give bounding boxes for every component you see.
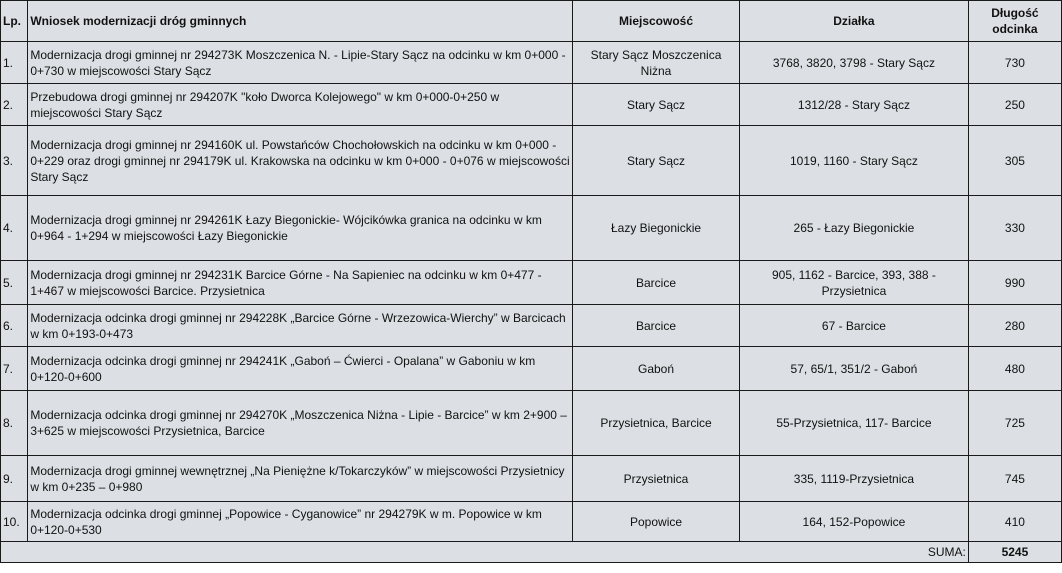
row-description: Modernizacja drogi gminnej wewnętrznej „Na Pieniężne k/Tokarczyków” w miejscowości Przysietnicy w km 0+235 – 0+980 <box>28 456 573 502</box>
row-lp: 8. <box>1 391 28 456</box>
row-lp: 3. <box>1 126 28 196</box>
row-location: Barcice <box>573 261 740 305</box>
row-location: Przysietnica, Barcice <box>573 391 740 456</box>
row-description: Modernizacja drogi gminnej nr 294231K Barcice Górne - Na Sapieniec na odcinku w km 0+477 - 1+467 w miejscowości Barcice. Przysietnica <box>28 261 573 305</box>
row-plot: 55-Przysietnica, 117- Barcice <box>740 391 969 456</box>
table-row <box>1 502 1062 542</box>
row-location: Barcice <box>573 305 740 347</box>
row-length: 725 <box>968 391 1061 456</box>
table-row <box>1 42 1062 84</box>
row-length: 480 <box>968 347 1061 391</box>
row-lp: 2. <box>1 84 28 126</box>
row-location: Stary Sącz Moszczenica Niżna <box>573 42 740 84</box>
row-plot: 265 - Łazy Biegonickie <box>740 196 969 261</box>
row-location: Gaboń <box>573 347 740 391</box>
row-location: Stary Sącz <box>573 126 740 196</box>
row-length: 250 <box>968 84 1061 126</box>
row-location: Popowice <box>573 502 740 542</box>
row-lp: 9. <box>1 456 28 502</box>
header-length: Długość odcinka <box>968 1 1061 42</box>
header-description: Wniosek modernizacji dróg gminnych <box>28 1 573 42</box>
header-row <box>1 1 1062 42</box>
row-location: Stary Sącz <box>573 84 740 126</box>
row-location: Przysietnica <box>573 456 740 502</box>
row-lp: 5. <box>1 261 28 305</box>
sum-value: 5245 <box>968 542 1061 563</box>
table-row <box>1 305 1062 347</box>
row-lp: 1. <box>1 42 28 84</box>
row-description: Modernizacja drogi gminnej nr 294160K ul. Powstańców Chochołowskich na odcinku w km 0+000 - 0+229 oraz drogi gminnej nr 294179K ul. Krakowska na odcinku w km 0+000 - 0+076 w miejscowości Stary Sącz <box>28 126 573 196</box>
row-description: Modernizacja odcinka drogi gminnej nr 294241K „Gaboń – Ćwierci - Opalana” w Gaboniu w km 0+120-0+600 <box>28 347 573 391</box>
row-description: Modernizacja drogi gminnej nr 294261K Łazy Biegonickie- Wójcikówka granica na odcinku w km 0+964 - 1+294 w miejscowości Łazy Biegonickie <box>28 196 573 261</box>
row-lp: 4. <box>1 196 28 261</box>
row-description: Modernizacja odcinka drogi gminnej nr 294228K „Barcice Górne - Wrzezowica-Wierchy” w Barcicach w km 0+193-0+473 <box>28 305 573 347</box>
row-location: Łazy Biegonickie <box>573 196 740 261</box>
header-location: Miejscowość <box>573 1 740 42</box>
row-description: Przebudowa drogi gminnej nr 294207K "koło Dworca Kolejowego" w km 0+000-0+250 w miejscowości Stary Sącz <box>28 84 573 126</box>
row-length: 990 <box>968 261 1061 305</box>
row-length: 745 <box>968 456 1061 502</box>
row-plot: 335, 1119-Przysietnica <box>740 456 969 502</box>
row-plot: 67 - Barcice <box>740 305 969 347</box>
row-plot: 57, 65/1, 351/2 - Gaboń <box>740 347 969 391</box>
row-description: Modernizacja odcinka drogi gminnej nr 294270K „Moszczenica Niżna - Lipie - Barcice” w km 2+900 – 3+625 w miejscowości Przysietnica, Barcice <box>28 391 573 456</box>
table-row <box>1 84 1062 126</box>
row-plot: 1019, 1160 - Stary Sącz <box>740 126 969 196</box>
row-length: 730 <box>968 42 1061 84</box>
row-plot: 905, 1162 - Barcice, 393, 388 - Przysietnica <box>740 261 969 305</box>
table-row <box>1 456 1062 502</box>
row-length: 280 <box>968 305 1061 347</box>
row-description: Modernizacja odcinka drogi gminnej „Popowice - Cyganowice” nr 294279K w m. Popowice w km 0+120-0+530 <box>28 502 573 542</box>
row-plot: 1312/28 - Stary Sącz <box>740 84 969 126</box>
row-plot: 164, 152-Popowice <box>740 502 969 542</box>
table-row <box>1 347 1062 391</box>
row-plot: 3768, 3820, 3798 - Stary Sącz <box>740 42 969 84</box>
row-length: 330 <box>968 196 1061 261</box>
table-row <box>1 126 1062 196</box>
table-row <box>1 261 1062 305</box>
row-length: 305 <box>968 126 1061 196</box>
table-row <box>1 391 1062 456</box>
row-lp: 6. <box>1 305 28 347</box>
header-lp: Lp. <box>1 1 28 42</box>
row-lp: 10. <box>1 502 28 542</box>
row-description: Modernizacja drogi gminnej nr 294273K Moszczenica N. - Lipie-Stary Sącz na odcinku w km 0+000 - 0+730 w miejscowości Stary Sącz <box>28 42 573 84</box>
sum-label: SUMA: <box>1 542 969 563</box>
row-length: 410 <box>968 502 1061 542</box>
table-row <box>1 196 1062 261</box>
header-plot: Działka <box>740 1 969 42</box>
sum-row <box>1 542 1062 563</box>
row-lp: 7. <box>1 347 28 391</box>
